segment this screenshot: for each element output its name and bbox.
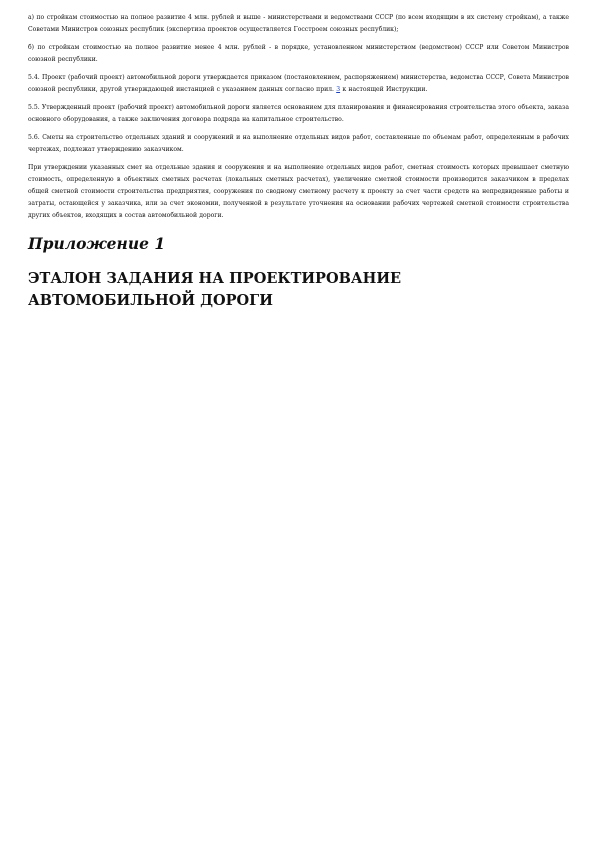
paragraph-5-4-tail: к настоящей Инструкции. xyxy=(340,86,428,93)
document-page xyxy=(28,12,569,312)
paragraph-5-4 xyxy=(28,72,569,96)
appendix-3-link[interactable]: 3 xyxy=(336,86,341,93)
paragraph-b: б) по стройкам стоимостью на полное развитие менее 4 млн. рублей - в порядке, установленном министерством (ведомством) СССР или Советом Министров союзной республики. xyxy=(28,44,569,63)
appendix-heading: Приложение 1 xyxy=(28,234,166,253)
paragraph-5-4-text: 5.4. Проект (рабочий проект) автомобильной дороги утверждается приказом (постановлением, распоряжением) министерства, ведомства СССР, Совета Министров союзной республики, другой утверждающей инстанцией с указанием данных согласно прил. xyxy=(28,74,569,93)
paragraph-5-5: 5.5. Утвержденный проект (рабочий проект) автомобильной дороги является основанием для планирования и финансирования строительства этого объекта, заказа основного оборудования, а также заключения договора подряда на капитальное строительство. xyxy=(28,104,569,123)
paragraph-estimate-approval: При утверждении указанных смет на отдельные здания и сооружения и на выполнение отдельных видов работ, сметная стоимость которых превышает сметную стоимость, определенную в объектных сметных расчетах (локальных сметных расчетах), увеличение сметной стоимости производится заказчиком в пределах общей сметной стоимости строительства предприятия, сооружения по сводному сметному расчету к проекту за счет части средств на непредвиденные работы и затраты, остающейся у заказчика, или за счет экономии, полученной в результате уточнения на основании рабочих чертежей сметной стоимости строительства других объектов, входящих в состав автомобильной дороги. xyxy=(28,164,569,219)
document-title: ЭТАЛОН ЗАДАНИЯ НА ПРОЕКТИРОВАНИЕ АВТОМОБИЛЬНОЙ ДОРОГИ xyxy=(28,270,402,309)
paragraph-5-6: 5.6. Сметы на строительство отдельных зданий и сооружений и на выполнение отдельных видов работ, составленные по объемам работ, определенным в рабочих чертежах, подлежат утверждению заказчиком. xyxy=(28,134,569,153)
paragraph-a: а) по стройкам стоимостью на полное развитие 4 млн. рублей и выше - министерствами и ведомствами СССР (по всем входящим в их систему стройкам), а также Советами Министров союзных республик (экспертиза проектов осуществляется Госстроем союзных республик); xyxy=(28,14,569,33)
